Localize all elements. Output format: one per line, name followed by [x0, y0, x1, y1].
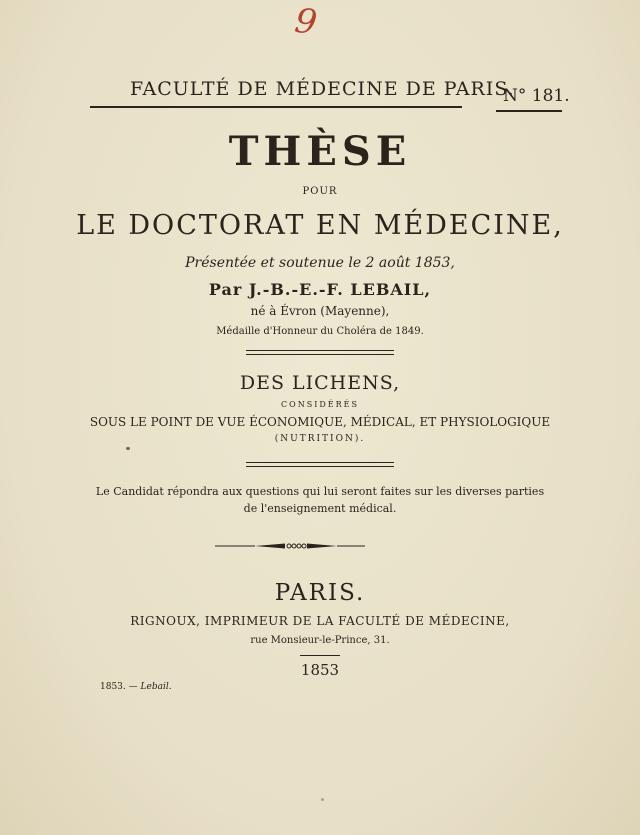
handwritten-number: 9 — [292, 0, 320, 44]
faculty-heading: FACULTÉ DE MÉDECINE DE PARIS. — [130, 78, 515, 100]
number-rule — [496, 110, 562, 112]
subject-consideres: CONSIDÉRÉS — [281, 400, 359, 409]
candidate-note-line: Le Candidat répondra aux questions qui lui seront faites sur les diverses parties — [95, 485, 545, 498]
candidate-note — [0, 483, 640, 517]
imprint-city: PARIS. — [274, 580, 366, 606]
header-rule — [90, 106, 462, 108]
imprint-year: 1853 — [300, 661, 340, 679]
imprint-printer: RIGNOUX, IMPRIMEUR DE LA FACULTÉ DE MÉDECINE, — [130, 614, 510, 628]
degree-title: LE DOCTORAT EN MÉDECINE, — [76, 210, 564, 241]
subject-nutrition: (NUTRITION). — [274, 434, 366, 444]
divider-double-rule — [246, 462, 394, 467]
candidate-note-line: de l'enseignement médical. — [243, 502, 397, 515]
thesis-number: N° 181. — [503, 86, 570, 106]
author-line: Par J.-B.-E.-F. LEBAIL, — [208, 280, 432, 299]
these-title: THÈSE — [228, 128, 412, 175]
imprint-address: rue Monsieur-le-Prince, 31. — [250, 635, 390, 646]
year-rule — [300, 655, 340, 656]
footer-name: Lebail. — [140, 682, 172, 692]
ornament-divider — [215, 542, 365, 550]
presentation-date: Présentée et soutenue le 2 août 1853, — [185, 255, 455, 271]
subject-title: DES LICHENS, — [239, 372, 401, 394]
footer-signature — [100, 682, 172, 692]
divider-double-rule — [246, 350, 394, 355]
ink-speck — [126, 447, 130, 450]
pour-label: POUR — [302, 186, 338, 197]
ink-speck — [321, 798, 324, 801]
medal-line: Médaille d'Honneur du Choléra de 1849. — [216, 326, 424, 337]
footer-year: 1853. — — [100, 682, 138, 692]
subject-viewpoint: SOUS LE POINT DE VUE ÉCONOMIQUE, MÉDICAL, ET PHYSIOLOGIQUE — [89, 415, 551, 429]
birthplace-line: né à Évron (Mayenne), — [250, 304, 390, 318]
